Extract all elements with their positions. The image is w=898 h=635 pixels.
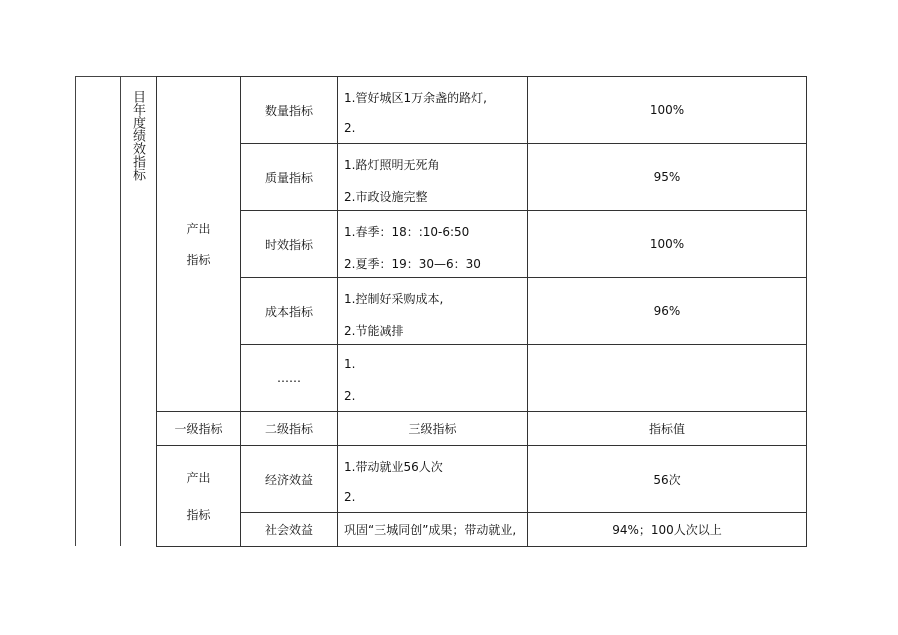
value-cell: 96% (528, 278, 807, 345)
value-cell: 56次 (528, 446, 807, 513)
level3-line1: 1.管好城区1万余盏的路灯, (344, 91, 487, 105)
value-cell: 100% (528, 77, 807, 144)
level3-cell (338, 77, 528, 144)
level2-cell: 成本指标 (241, 278, 338, 345)
header-value: 指标值 (528, 412, 807, 446)
level1-line2: 指标 (186, 508, 211, 522)
header-level1: 一级指标 (157, 412, 241, 446)
table-row (157, 211, 807, 278)
table-row (157, 77, 807, 144)
level3-cell: 巩固“三城同创”成果；带动就业, (338, 513, 528, 547)
level2-cell: 社会效益 (241, 513, 338, 547)
level3-cell (338, 345, 528, 412)
level3-line1: 1.路灯照明无死角 (344, 158, 440, 172)
frame-top-line (75, 76, 156, 77)
level3-cell (338, 144, 528, 211)
value-cell: 95% (528, 144, 807, 211)
level3-line2: 2.市政设施完整 (344, 190, 428, 204)
indicator-table (156, 76, 807, 547)
level3-cell (338, 211, 528, 278)
level3-cell (338, 446, 528, 513)
level1-line1: 产出 (186, 471, 211, 485)
level3-line2: 2. (344, 389, 356, 403)
value-cell: 94%；100人次以上 (528, 513, 807, 547)
level3-line2: 2. (344, 121, 356, 135)
level3-line2: 2. (344, 490, 356, 504)
level3-line2: 2.夏季：19：30—6：30 (344, 257, 481, 271)
table-row (157, 345, 807, 412)
value-cell (528, 345, 807, 412)
header-row (157, 412, 807, 446)
table-row (157, 513, 807, 547)
level2-cell: …… (241, 345, 338, 412)
table-row (157, 144, 807, 211)
level1-cell (157, 77, 241, 412)
value-cell: 100% (528, 211, 807, 278)
side-label: 目年度绩效指标 (130, 90, 145, 181)
level3-line1: 1.控制好采购成本, (344, 292, 444, 306)
level2-cell: 数量指标 (241, 77, 338, 144)
frame-left-line (75, 76, 76, 546)
level3-line1: 1.带动就业56人次 (344, 460, 443, 474)
table-row (157, 446, 807, 513)
level1-cell (157, 446, 241, 547)
level3-cell (338, 278, 528, 345)
frame-inner-line (120, 76, 121, 546)
level1-line2: 指标 (186, 253, 211, 267)
level3-line1: 1. (344, 357, 356, 371)
level3-line2: 2.节能减排 (344, 324, 404, 338)
level2-cell: 经济效益 (241, 446, 338, 513)
table-row (157, 278, 807, 345)
level2-cell: 质量指标 (241, 144, 338, 211)
level1-line1: 产出 (186, 222, 211, 236)
level2-cell: 时效指标 (241, 211, 338, 278)
header-level3: 三级指标 (338, 412, 528, 446)
level3-line1: 1.春季：18：:10-6:50 (344, 225, 470, 239)
header-level2: 二级指标 (241, 412, 338, 446)
